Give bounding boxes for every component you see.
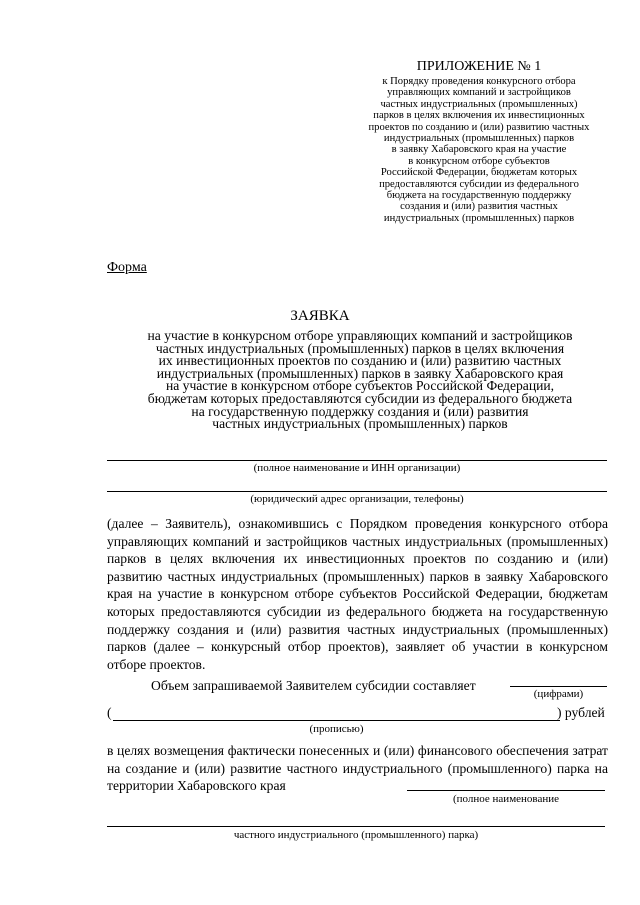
form-label: Форма (107, 260, 147, 275)
rubles-row (107, 705, 608, 721)
subtitle-line: частных индустриальных (промышленных) парков в целях включения (155, 340, 565, 356)
words-caption: (прописью) (309, 723, 364, 735)
org-name-line[interactable] (107, 460, 607, 461)
paren-open: ( (107, 705, 112, 720)
appendix-line: индустриальных (промышленных) парков (383, 133, 575, 145)
subtitle-line: индустриальных (промышленных) парков в заявку Хабаровского края (156, 365, 564, 381)
purpose-paragraph: в целях возмещения фактически понесенных и (или) финансового обеспечения затрат на создание и (или) развитие частного индустриального (промышленного) парка на территории Хабаровского края (107, 743, 608, 794)
appendix-line: предоставляются субсидии из федерального (379, 178, 579, 190)
appendix-line: бюджета на государственную поддержку (386, 190, 572, 202)
park-name-line[interactable] (107, 826, 605, 827)
address-caption: (юридический адрес организации, телефоны) (250, 493, 464, 505)
full-name-caption: (полное наименование (452, 793, 560, 805)
digits-caption: (цифрами) (533, 688, 584, 700)
org-name-caption: (полное наименование и ИНН организации) (253, 462, 461, 474)
subtitle-line: на государственную поддержку создания и (или) развития (191, 403, 529, 419)
subtitle-line: на участие в конкурсном отборе субъектов Российской Федерации, (165, 378, 555, 394)
appendix-line: создания и (или) развития частных (400, 201, 558, 213)
appendix-title: ПРИЛОЖЕНИЕ № 1 (416, 59, 542, 74)
document-subtitle (100, 330, 620, 431)
subtitle-line: их инвестиционных проектов по созданию и (или) развитию частных (158, 353, 562, 369)
subsidy-label: Объем запрашиваемой Заявителем субсидии составляет (151, 678, 476, 693)
subsidy-digits-field[interactable] (510, 686, 607, 687)
subtitle-line: частных индустриальных (промышленных) парков (212, 416, 508, 432)
appendix-line: в конкурсном отборе субъектов (408, 155, 550, 167)
appendix-text (348, 76, 610, 224)
appendix-line: в заявку Хабаровского края на участие (391, 144, 567, 156)
appendix-line: Российской Федерации, бюджетам которых (380, 167, 578, 179)
subtitle-line: бюджетам которых предоставляются субсидии из федерального бюджета (147, 390, 573, 406)
appendix-line: управляющих компаний и застройщиков (387, 87, 571, 99)
appendix-line: к Порядку проведения конкурсного отбора (382, 76, 576, 87)
address-line[interactable] (107, 491, 607, 492)
appendix-line: индустриальных (промышленных) парков (383, 212, 575, 224)
appendix-line: парков в целях включения их инвестиционных (373, 110, 585, 122)
rubles-label: ) рублей (557, 705, 605, 720)
document-title: ЗАЯВКА (290, 308, 350, 324)
appendix-block (348, 58, 610, 224)
park-name-field[interactable] (407, 790, 605, 791)
subtitle-line: на участие в конкурсном отборе управляющих компаний и застройщиков (147, 328, 573, 343)
body-paragraph: (далее – Заявитель), ознакомившись с Порядком проведения конкурсного отбора управляющих компаний и застройщиков частных индустриальных (промышленных) парков в целях включения их инвестиционных проектов по созданию и (или) развитию частных индустриальных (промышленных) парков в заявку Хабаровского края на участие в конкурсном отборе субъектов Российской Федерации, бюджетам которых предоставляются субсидии из федерального бюджета на государственную поддержку создания и (или) развития частных индустриальных (промышленных) парков (далее – конкурсный отбор проектов), заявляет об участии в конкурсном отборе проектов. (107, 516, 608, 672)
subsidy-words-field[interactable] (113, 720, 560, 721)
park-caption: частного индустриального (промышленного) парка) (233, 829, 479, 841)
appendix-line: частных индустриальных (промышленных) (380, 98, 578, 110)
appendix-line: проектов по созданию и (или) развитию частных (368, 121, 590, 133)
